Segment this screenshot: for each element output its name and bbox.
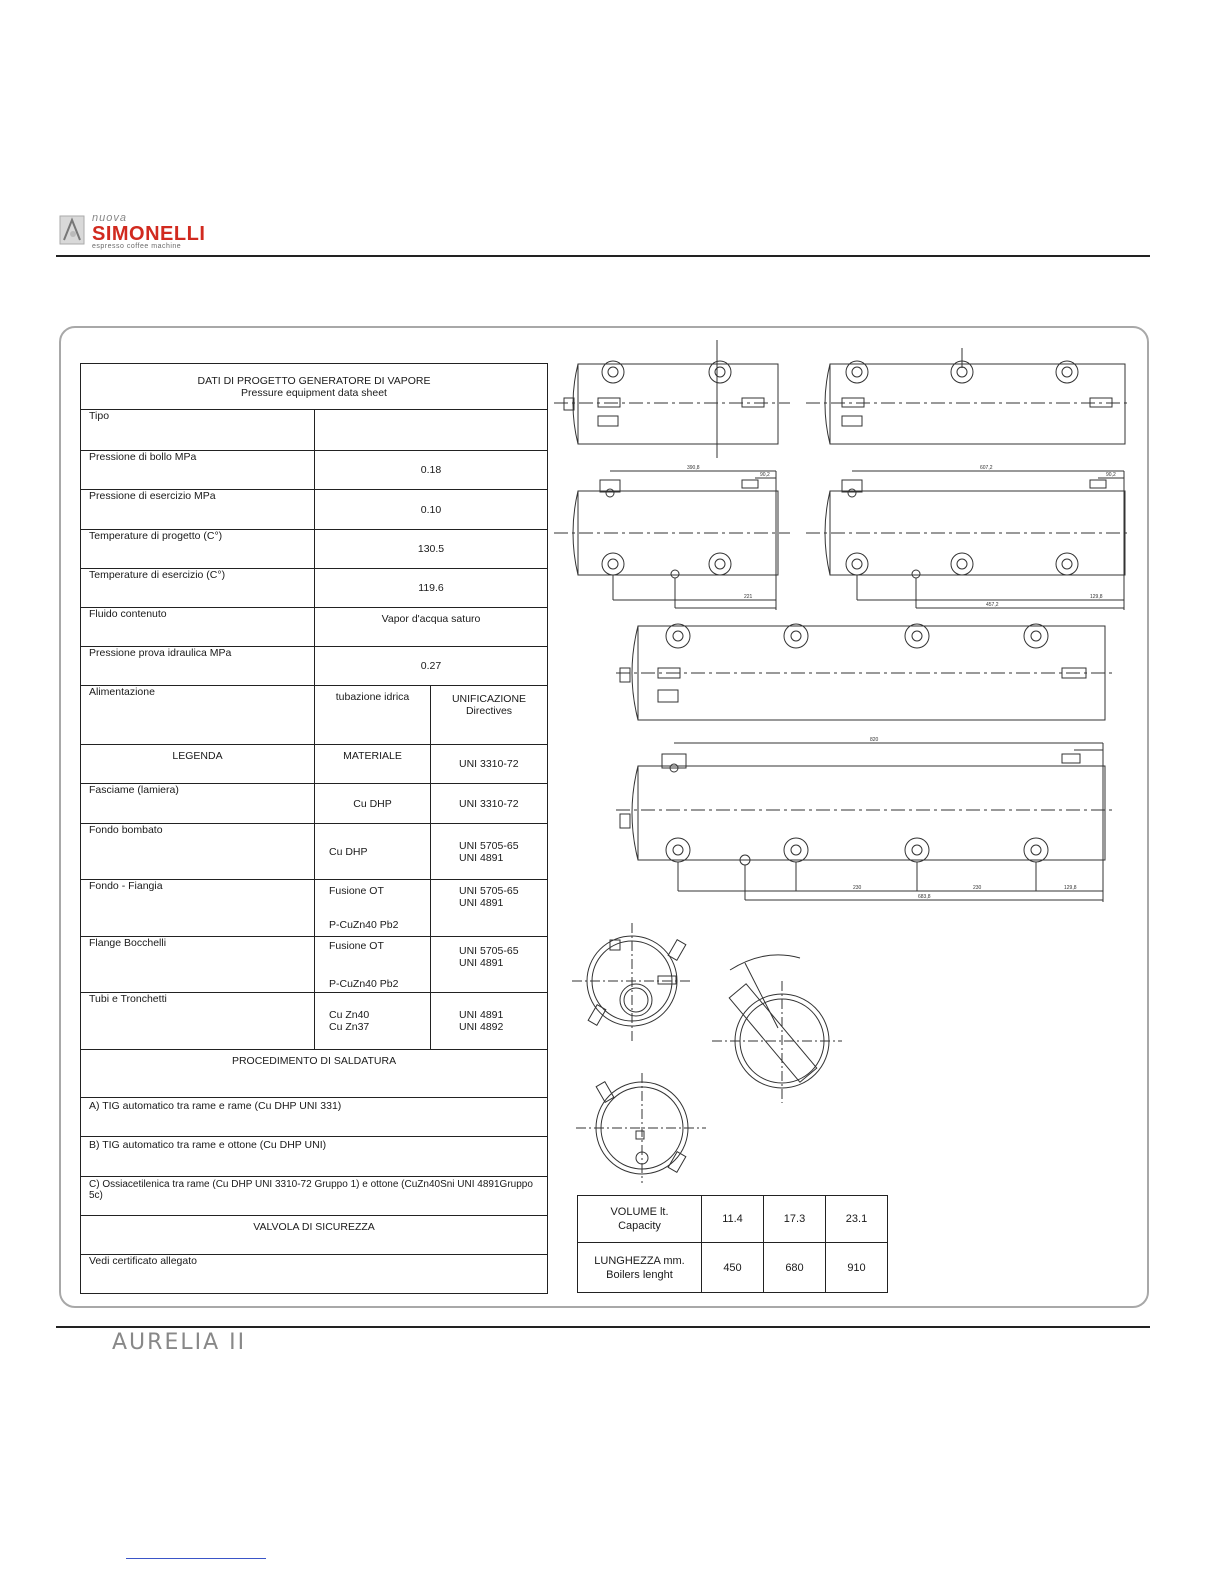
material-norm: UNI 5705-65 <box>459 945 519 957</box>
row-value: 0.10 <box>315 490 548 530</box>
boiler-end-view-angled <box>712 955 842 1103</box>
material-norm: UNI 5705-65 <box>459 885 519 897</box>
material-part: Flange Bocchelli <box>81 937 315 993</box>
welding-title: PROCEDIMENTO DI SALDATURA <box>81 1050 548 1098</box>
length-label: LUNGHEZZA mm. <box>594 1254 685 1267</box>
material-value-cell <box>315 937 431 993</box>
length-value: 450 <box>702 1243 764 1293</box>
header-rule <box>56 255 1150 257</box>
dim-label: 129,8 <box>1090 594 1103 600</box>
brand-logo <box>58 212 238 252</box>
length-value: 910 <box>826 1243 888 1293</box>
material-value: Cu DHP <box>315 784 431 824</box>
material-norm: UNI 4891 <box>459 957 504 969</box>
logo-main-text: SIMONELLI <box>92 223 206 245</box>
dim-label: 90,2 <box>1106 472 1116 478</box>
dim-label: 607,2 <box>980 465 993 471</box>
bottom-link-line <box>126 1558 266 1559</box>
material-part: Fondo - Fiangia <box>81 880 315 937</box>
welding-a: A) TIG automatico tra rame e rame (Cu DHP UNI 331) <box>81 1098 548 1137</box>
row-label: Pressione di esercizio MPa <box>81 490 315 530</box>
dim-label: 390,8 <box>687 465 700 471</box>
dim-label: 129,8 <box>1064 885 1077 891</box>
legenda-header: LEGENDA <box>81 745 315 784</box>
sheet-title: DATI DI PROGETTO GENERATORE DI VAPORE <box>197 374 431 387</box>
dim-label: 90,2 <box>760 472 770 478</box>
alimentazione-value: tubazione idrica <box>315 686 431 745</box>
boiler-medium-side-view <box>806 471 1128 610</box>
boiler-end-view-front <box>572 923 692 1041</box>
material-norm: UNI 5705-65 <box>459 839 519 852</box>
alimentazione-label: Alimentazione <box>81 686 315 745</box>
material-value: Fusione OT <box>329 940 384 952</box>
capacity-table <box>577 1195 888 1293</box>
length-label-en: Boilers lenght <box>606 1268 673 1281</box>
material-norm: UNI 4891 <box>459 851 504 864</box>
logo-sub-text: espresso coffee machine <box>92 243 182 250</box>
legenda-norm: UNI 3310-72 <box>431 745 548 784</box>
model-name: AURELIA II <box>112 1330 247 1355</box>
material-part: Tubi e Tronchetti <box>81 993 315 1050</box>
material-part: Fondo bombato <box>81 824 315 880</box>
material-value-cell <box>315 993 431 1050</box>
material-value: Cu Zn37 <box>329 1021 370 1033</box>
row-label: Pressione prova idraulica MPa <box>81 647 315 686</box>
material-norm-cell <box>431 824 548 880</box>
material-norm: UNI 3310-72 <box>431 784 548 824</box>
material-value: Fusione OT <box>329 885 384 897</box>
row-value: 119.6 <box>315 569 548 608</box>
dim-label: 230 <box>973 885 982 891</box>
material-value: P-CuZn40 Pb2 <box>329 919 399 931</box>
material-value: Cu DHP <box>315 824 431 880</box>
boiler-drawings <box>550 338 1130 1188</box>
row-label: Temperature di esercizio (C°) <box>81 569 315 608</box>
unificazione-line2: Directives <box>465 705 513 717</box>
capacity-label-cell <box>578 1196 702 1243</box>
boiler-large-top-view <box>616 624 1115 720</box>
capacity-value: 23.1 <box>826 1196 888 1243</box>
dim-label: 230 <box>853 885 862 891</box>
material-norm-cell <box>431 880 548 937</box>
dim-label: 683,8 <box>918 894 931 900</box>
capacity-label: VOLUME lt. <box>610 1206 669 1218</box>
boiler-large-side-view <box>616 743 1115 902</box>
capacity-value: 11.4 <box>702 1196 764 1243</box>
boiler-medium-top-view <box>806 348 1128 444</box>
dim-label: 820 <box>870 737 879 743</box>
material-norm: UNI 4891 <box>459 897 504 909</box>
boiler-small-top-view <box>554 340 790 458</box>
material-norm: UNI 4891 <box>459 1009 504 1021</box>
row-value: Vapor d'acqua saturo <box>315 608 548 647</box>
row-value: 130.5 <box>315 530 548 569</box>
row-label: Pressione di bollo MPa <box>81 451 315 490</box>
material-value: P-CuZn40 Pb2 <box>329 978 399 990</box>
row-value: 0.18 <box>315 451 548 490</box>
row-label: Tipo <box>81 410 315 451</box>
capacity-label-en: Capacity <box>618 1220 661 1232</box>
material-norm-cell <box>431 937 548 993</box>
material-part: Fasciame (lamiera) <box>81 784 315 824</box>
dim-label: 457,2 <box>986 602 999 608</box>
materiale-header: MATERIALE <box>315 745 431 784</box>
unificazione-line1: UNIFICAZIONE <box>451 693 527 705</box>
sheet-title-cell <box>81 364 548 410</box>
logo-top-text: nuova <box>92 212 127 224</box>
material-value: Cu Zn40 <box>329 1009 370 1021</box>
welding-c: C) Ossiacetilenica tra rame (Cu DHP UNI 3310-72 Gruppo 1) e ottone (CuZn40Sni UNI 4891Gruppo 5c) <box>81 1177 548 1216</box>
sheet-subtitle: Pressure equipment data sheet <box>241 386 387 399</box>
valve-title: VALVOLA DI SICUREZZA <box>81 1216 548 1255</box>
row-label: Temperature di progetto (C°) <box>81 530 315 569</box>
capacity-value: 17.3 <box>764 1196 826 1243</box>
row-value <box>315 410 548 451</box>
footer-rule <box>56 1326 1150 1328</box>
material-value-cell <box>315 880 431 937</box>
material-norm: UNI 4892 <box>459 1021 504 1033</box>
row-label: Fluido contenuto <box>81 608 315 647</box>
boiler-small-side-view <box>554 471 790 610</box>
welding-b: B) TIG automatico tra rame e ottone (Cu DHP UNI) <box>81 1137 548 1177</box>
length-value: 680 <box>764 1243 826 1293</box>
length-label-cell <box>578 1243 702 1293</box>
material-norm-cell <box>431 993 548 1050</box>
valve-text: Vedi certificato allegato <box>81 1255 548 1294</box>
pressure-data-sheet <box>80 363 548 1294</box>
dim-label: 221 <box>744 594 753 600</box>
logo-mark-icon <box>58 212 88 248</box>
boiler-end-view-rear <box>576 1073 706 1183</box>
unificazione-header <box>431 686 548 745</box>
row-value: 0.27 <box>315 647 548 686</box>
